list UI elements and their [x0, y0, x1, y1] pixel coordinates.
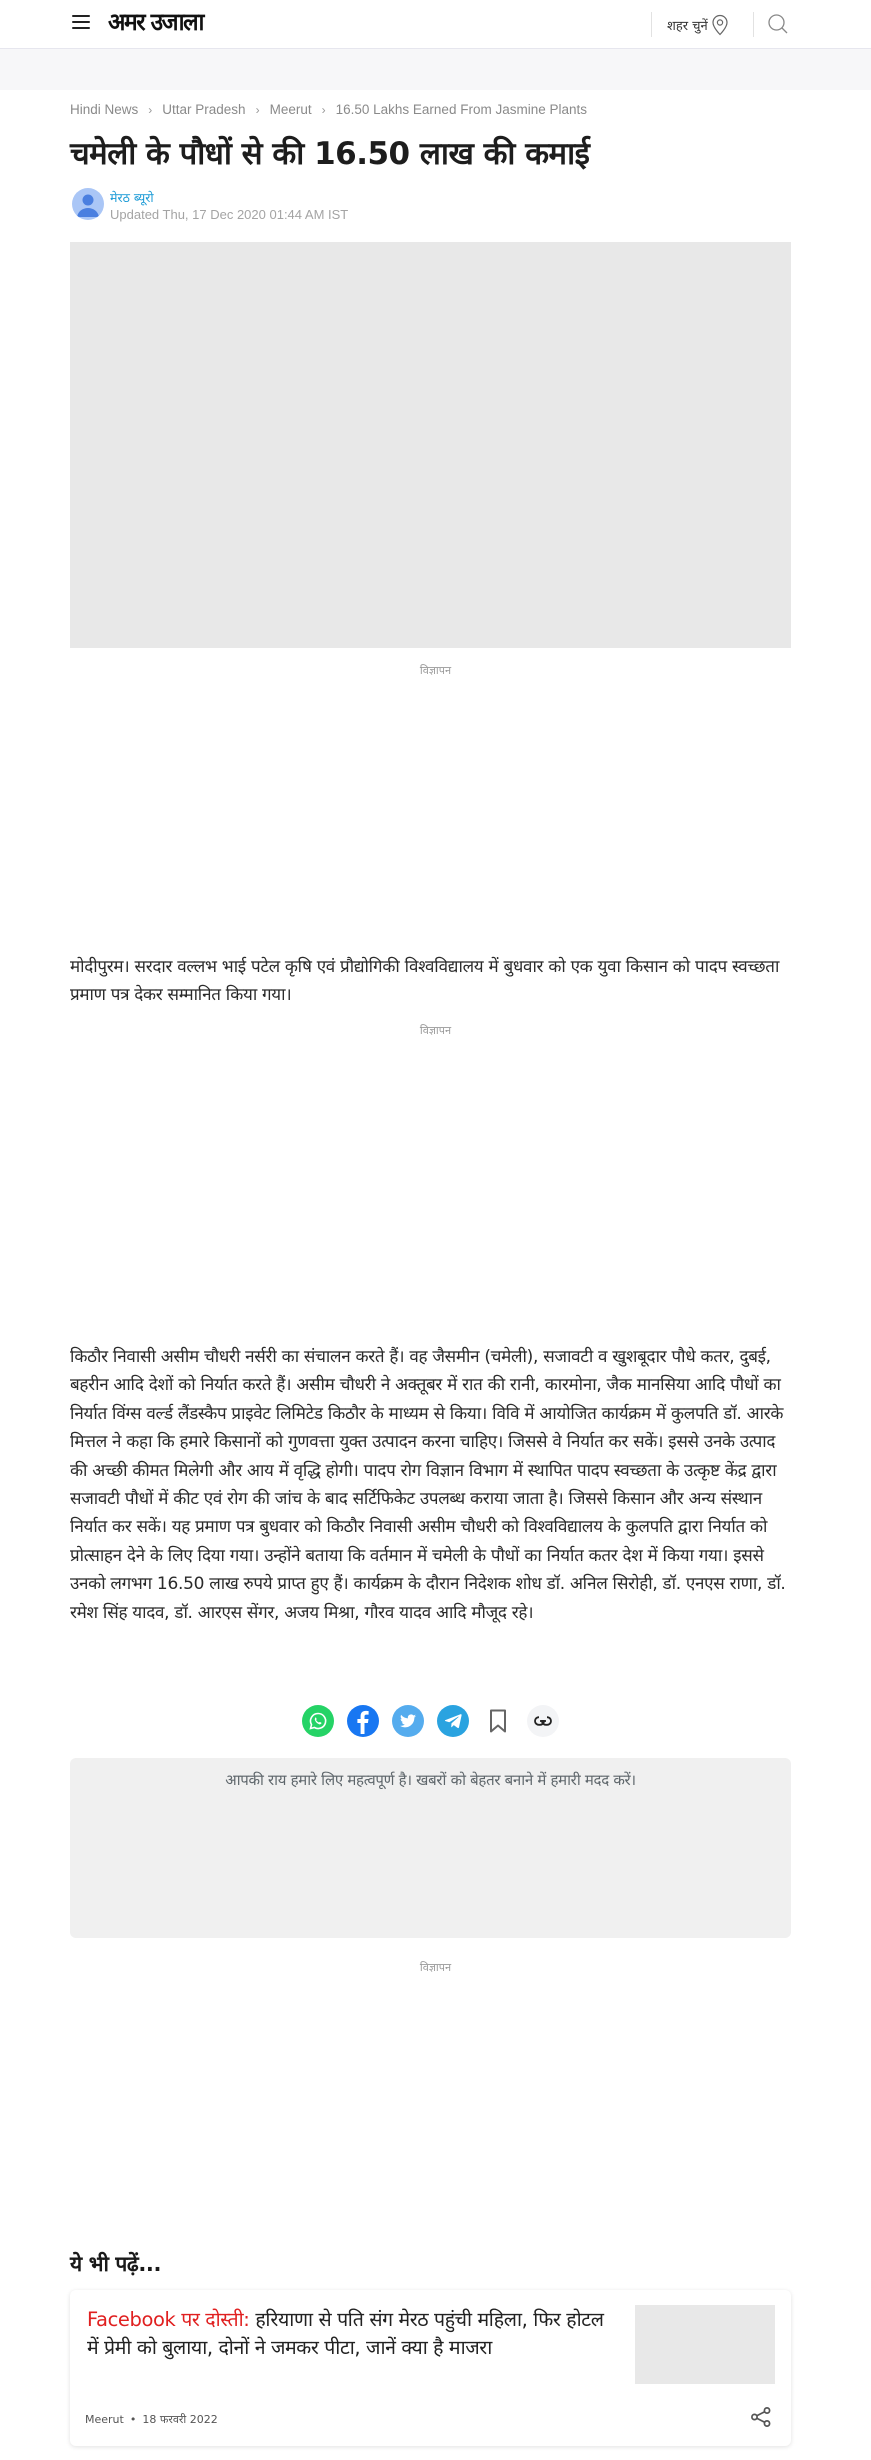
- related-story-headline[interactable]: [87, 2306, 617, 2362]
- whatsapp-icon: [308, 1711, 328, 1731]
- breadcrumb-separator: ›: [148, 102, 153, 117]
- related-story-card[interactable]: [70, 2290, 791, 2446]
- bookmark-button[interactable]: [482, 1705, 514, 1737]
- author-link[interactable]: मेरठ ब्यूरो: [110, 190, 154, 205]
- site-logo[interactable]: अमर उजाला: [108, 7, 204, 36]
- breadcrumb-meerut[interactable]: Meerut: [269, 102, 312, 117]
- location-pin-icon: [711, 14, 729, 36]
- top-ad-band: [0, 49, 871, 90]
- ad-label: विज्ञापन: [419, 664, 452, 677]
- city-picker-button[interactable]: [667, 12, 729, 37]
- site-header: [0, 0, 871, 49]
- breadcrumb-hindi-news[interactable]: Hindi News: [70, 102, 139, 117]
- article-paragraph: किठौर निवासी असीम चौधरी नर्सरी का संचालन करते हैं। वह जैसमीन (चमेली), सजावटी व खुशबूदार पौधे कतर, दुबई, बहरीन आदि देशों को निर्यात करते हैं। असीम चौधरी ने अक्तूबर में रात की रानी, कारमोना, जैक मानसिया आदि पौधों का निर्यात विंग्स वर्ल्ड लैंडस्कैप प्राइवेट लिमिटेड किठौर के माध्यम से किया। विवि में आयोजित कार्यक्रम में कुलपति डॉ. आरके मित्तल ने कहा कि हमारे किसानों को गुणवत्ता युक्त उत्पादन करना चाहिए। जिससे वे निर्यात कर सकें। इससे उनके उत्पाद की अच्छी कीमत मिलेगी और आय में वृद्धि होगी। पादप रोग विज्ञान विभाग में स्थापित पादप स्वच्छता के उत्कृष्ट केंद्र द्वारा सजावटी पौधों में कीट एवं रोग की जांच के बाद सर्टिफिकेट उपलब्ध कराया जाता है। जिससे किसान और अन्य संस्थान निर्यात कर सकें। यह प्रमाण पत्र बुधवार को किठौर निवासी असीम चौधरी को विश्वविद्यालय के कुलपति द्वारा निर्यात को प्रोत्साहन देने के लिए दिया गया। उन्होंने बताया कि वर्तमान में चमेली के पौधों का निर्यात कतर देश में किया गया। इससे उनको लगभग 16.50 लाख रुपये प्राप्त हुए हैं। कार्यक्रम के दौरान निदेशक शोध डॉ. अनिल सिरोही, डॉ. एनएस राणा, डॉ. रमेश सिंह यादव, डॉ. आरएस सेंगर, अजय मिश्रा, गौरव यादव आदि मौजूद रहे।: [70, 1347, 786, 1623]
- whatsapp-share-button[interactable]: [302, 1705, 334, 1737]
- header-divider: [651, 12, 652, 37]
- story-date: 18 फरवरी 2022: [142, 2413, 218, 2426]
- article-paragraph: मोदीपुरम। सरदार वल्लभ भाई पटेल कृषि एवं प्रौद्योगिकी विश्वविद्यालय में बुधवार को एक युवा किसान को पादप स्वच्छता प्रमाण पत्र देकर सम्मानित किया गया।: [70, 957, 780, 1006]
- hamburger-icon[interactable]: [72, 15, 90, 29]
- author-avatar: [72, 188, 104, 220]
- facebook-share-button[interactable]: [347, 1705, 379, 1737]
- story-meta: [85, 2412, 218, 2427]
- article-hero-image: [70, 242, 791, 648]
- twitter-share-button[interactable]: [392, 1705, 424, 1737]
- city-picker-label: शहर चुनें: [667, 18, 708, 34]
- article-title: चमेली के पौधों से की 16.50 लाख की कमाई: [70, 136, 590, 172]
- user-icon: [72, 188, 104, 220]
- search-icon[interactable]: [766, 12, 790, 36]
- telegram-icon: [444, 1713, 462, 1729]
- story-city: Meerut: [85, 2413, 124, 2426]
- header-divider: [753, 12, 754, 37]
- twitter-icon: [400, 1714, 416, 1728]
- updated-timestamp: Updated Thu, 17 Dec 2020 01:44 AM IST: [110, 207, 349, 222]
- ad-label: विज्ञापन: [419, 1024, 452, 1037]
- feedback-prompt: आपकी राय हमारे लिए महत्वपूर्ण है। खबरों को बेहतर बनाने में हमारी मदद करें।: [225, 1771, 636, 1789]
- breadcrumb-current: 16.50 Lakhs Earned From Jasmine Plants: [335, 102, 587, 117]
- link-icon: [534, 1716, 552, 1726]
- telegram-share-button[interactable]: [437, 1705, 469, 1737]
- breadcrumb-uttar-pradesh[interactable]: Uttar Pradesh: [162, 102, 246, 117]
- breadcrumb-separator: ›: [321, 102, 326, 117]
- story-headline-text: हरियाणा से पति संग मेरठ पहुंची महिला, फिर होटल में प्रेमी को बुलाया, दोनों ने जमकर पीटा, जानें क्या है माजरा: [87, 2308, 604, 2359]
- breadcrumb-separator: ›: [255, 102, 260, 117]
- meta-separator: •: [129, 2413, 137, 2426]
- breadcrumb: [70, 102, 587, 117]
- related-story-thumbnail[interactable]: [635, 2305, 775, 2384]
- share-bar: [302, 1705, 559, 1737]
- feedback-box: [70, 1758, 791, 1938]
- share-icon[interactable]: [750, 2406, 772, 2428]
- story-kicker: Facebook पर दोस्ती:: [87, 2308, 250, 2331]
- ad-label: विज्ञापन: [419, 1961, 452, 1974]
- bookmark-icon: [489, 1709, 507, 1733]
- facebook-icon: [353, 1708, 373, 1734]
- read-more-heading: ये भी पढ़ें...: [70, 2252, 162, 2276]
- copy-link-button[interactable]: [527, 1705, 559, 1737]
